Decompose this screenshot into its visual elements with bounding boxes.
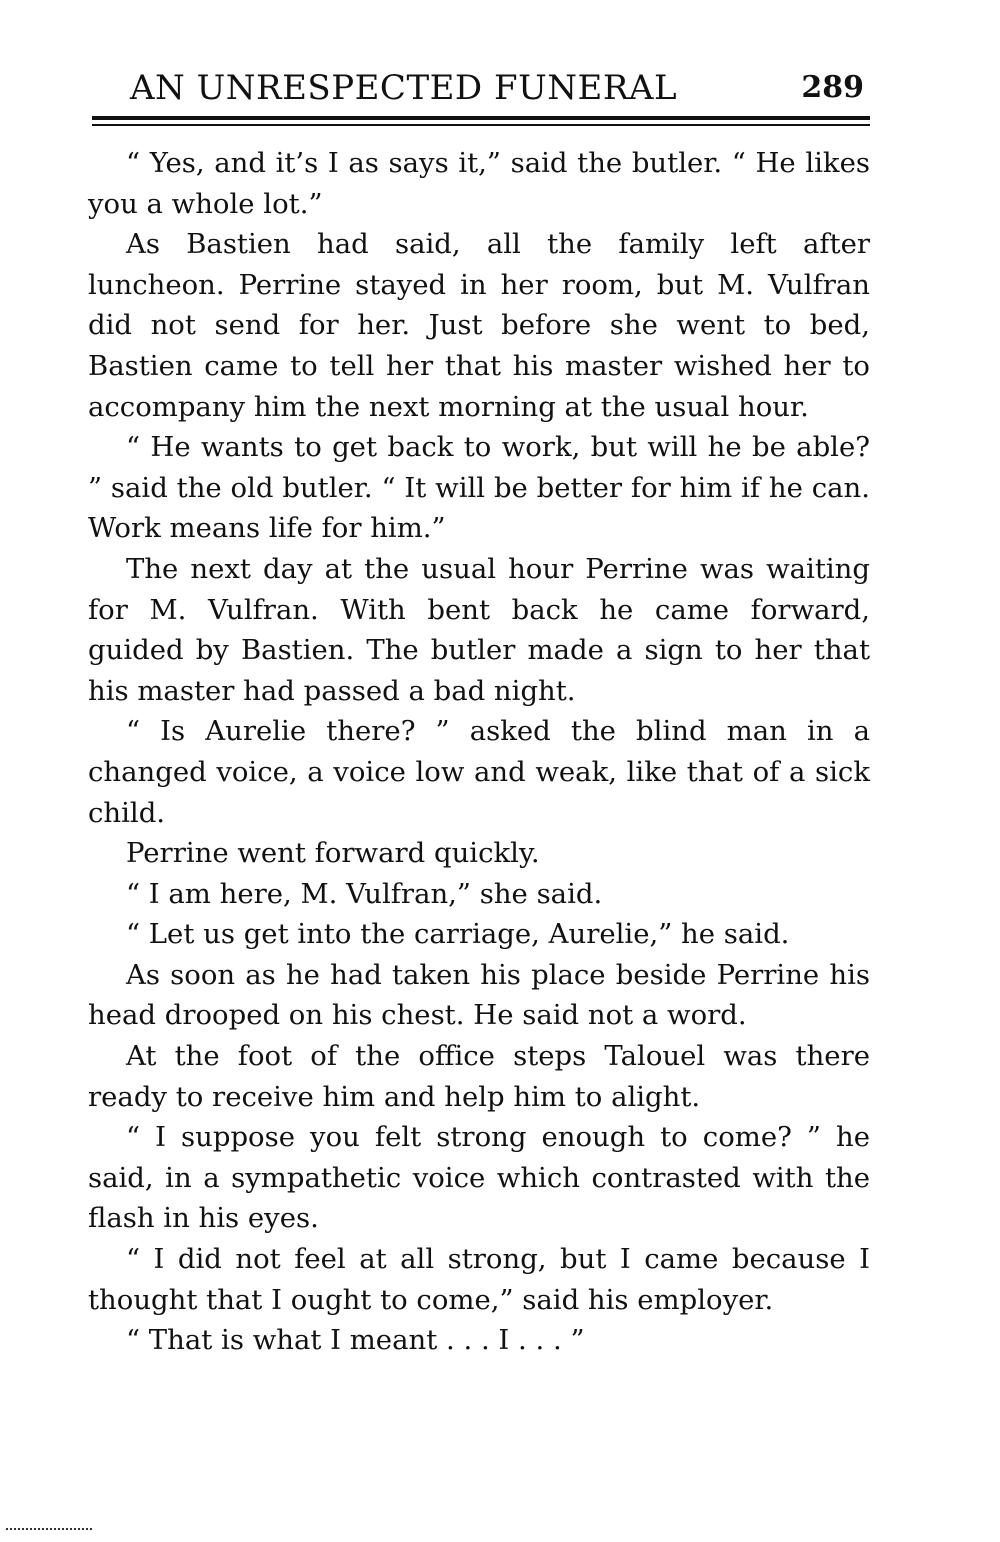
paragraph: “ I suppose you felt strong enough to come? ” he said, in a sympathetic voice which contrasted with the flash in his eyes. xyxy=(88,1121,870,1235)
paragraph: “ I did not feel at all strong, but I came because I thought that I ought to come,” said his employer. xyxy=(88,1243,870,1316)
header-rule-thick xyxy=(92,116,870,120)
paragraph: At the foot of the office steps Talouel was there ready to receive him and help him to alight. xyxy=(88,1040,870,1113)
scan-mark xyxy=(6,1528,92,1530)
paragraph: “ That is what I meant . . . I . . . ” xyxy=(126,1324,585,1357)
paragraph: As Bastien had said, all the family left after luncheon. Perrine stayed in her room, but M. Vulfran did not send for her. Just before she went to bed, Bastien came to tell her that his master wished her to accompany him the next morning at the usual hour. xyxy=(88,228,870,423)
chapter-title: AN UNRESPECTED FUNERAL xyxy=(130,68,678,108)
paragraph: “ He wants to get back to work, but will he be able? ” said the old butler. “ It will be better for him if he can. Work means life for him.” xyxy=(88,431,870,545)
paragraph: “ Let us get into the carriage, Aurelie,” he said. xyxy=(126,918,790,951)
running-header xyxy=(92,60,870,116)
paragraph: Perrine went forward quickly. xyxy=(126,837,540,870)
paragraph: “ Yes, and it’s I as says it,” said the butler. “ He likes you a whole lot.” xyxy=(88,147,870,220)
header-rule-thin xyxy=(92,124,870,126)
paragraph: The next day at the usual hour Perrine was waiting for M. Vulfran. With bent back he came forward, guided by Bastien. The butler made a sign to her that his master had passed a bad night. xyxy=(88,552,870,707)
paragraph: “ Is Aurelie there? ” asked the blind man in a changed voice, a voice low and weak, like that of a sick child. xyxy=(88,715,870,829)
paragraph: As soon as he had taken his place beside Perrine his head drooped on his chest. He said not a word. xyxy=(88,958,870,1032)
page-number: 289 xyxy=(801,70,864,105)
body-text xyxy=(88,143,870,1361)
paragraph: “ I am here, M. Vulfran,” she said. xyxy=(126,877,603,910)
